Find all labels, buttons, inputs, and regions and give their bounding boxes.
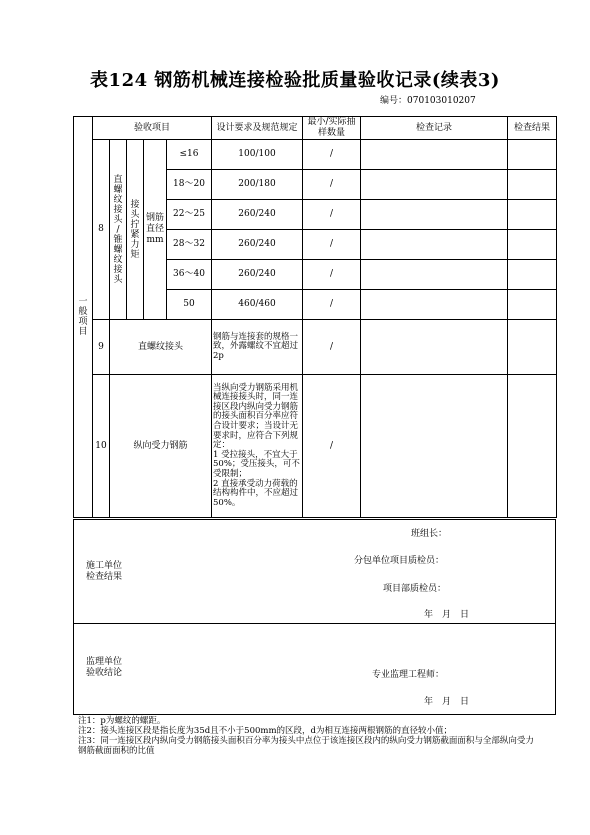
supervision-label: 监理单位 验收结论 <box>86 657 123 678</box>
record-cell[interactable] <box>361 375 508 518</box>
sample-cell: / <box>303 260 361 290</box>
row9-item: 直螺纹接头 <box>110 320 212 375</box>
req-cell: 200/180 <box>212 170 303 200</box>
notes <box>78 716 538 756</box>
sample-cell: / <box>303 140 361 170</box>
record-cell[interactable] <box>361 230 508 260</box>
note-3: 注3：同一连接区段内纵向受力钢筋接头面积百分率为接头中点位于该连接区段内的纵向受力钢筋截面面积与全部纵向受力钢筋截面面积的比值 <box>78 736 534 756</box>
dia-cell: 28～32 <box>167 230 212 260</box>
row10-number: 10 <box>93 375 110 518</box>
header-item: 验收项目 <box>93 117 212 140</box>
row9-sample: / <box>303 320 361 375</box>
record-cell[interactable] <box>361 170 508 200</box>
record-cell[interactable] <box>361 290 508 320</box>
result-cell[interactable] <box>508 375 557 518</box>
note-2: 注2：接头连接区段是指长度为35d且不小于500mm的区段，d为相互连接两根钢筋的直径较小值； <box>78 726 452 736</box>
sample-cell: / <box>303 230 361 260</box>
record-cell[interactable] <box>361 320 508 375</box>
header-result: 检查结果 <box>508 117 557 140</box>
row10-item: 纵向受力钢筋 <box>110 375 212 518</box>
req-cell: 100/100 <box>212 140 303 170</box>
row8-connection-type: 直 螺 纹 接 头 / 锥 螺 纹 接 头 <box>110 140 127 320</box>
document-title: 表124 钢筋机械连接检验批质量验收记录(续表3) <box>90 70 500 91</box>
record-cell[interactable] <box>361 200 508 230</box>
note-1: 注1：p为螺纹的螺距。 <box>78 716 166 726</box>
row9-number: 9 <box>93 320 110 375</box>
project-inspector-label: 项目部质检员： <box>383 584 447 594</box>
inspection-table <box>73 116 557 518</box>
row10-requirement: 当纵向受力钢筋采用机械连接接头时，同一连接区段内纵向受力钢筋的接头面积百分率应符合设计要求；当设计无要求时，应符合下列规定： 1 受拉接头，不宜大于50%；受压接头，可不受限制； 2 直接承受动力荷载的结构构件中，不应超过50%。 <box>212 375 303 518</box>
req-cell: 460/460 <box>212 290 303 320</box>
sample-cell: / <box>303 290 361 320</box>
row10-sample: / <box>303 375 361 518</box>
dia-cell: 50 <box>167 290 212 320</box>
record-cell[interactable] <box>361 260 508 290</box>
header-record: 检查记录 <box>361 117 508 140</box>
result-cell[interactable] <box>508 320 557 375</box>
subcontract-inspector-label: 分包单位项目质检员： <box>354 556 445 566</box>
result-cell[interactable] <box>508 170 557 200</box>
document-code <box>380 93 476 106</box>
dia-cell: 22～25 <box>167 200 212 230</box>
sample-cell: / <box>303 200 361 230</box>
dia-cell: 18～20 <box>167 170 212 200</box>
record-cell[interactable] <box>361 140 508 170</box>
code-label: 编号： <box>380 96 408 106</box>
construction-date: 年 月 日 <box>424 610 470 620</box>
header-sample: 最小/实际抽样数量 <box>303 117 361 140</box>
sample-cell: / <box>303 170 361 200</box>
supervision-engineer-label: 专业监理工程师： <box>372 670 445 680</box>
section-general-items: 一 般 项 目 <box>74 117 93 518</box>
construction-label: 施工单位 检查结果 <box>86 561 123 582</box>
row9-requirement: 钢筋与连接套的规格一致，外露螺纹不宜超过2p <box>212 320 303 375</box>
req-cell: 260/240 <box>212 230 303 260</box>
req-cell: 260/240 <box>212 200 303 230</box>
result-cell[interactable] <box>508 140 557 170</box>
team-leader-label: 班组长： <box>411 529 448 539</box>
code-value: 070103010207 <box>407 96 476 106</box>
result-cell[interactable] <box>508 290 557 320</box>
row8-number: 8 <box>93 140 110 320</box>
supervision-date: 年 月 日 <box>424 697 470 707</box>
req-cell: 260/240 <box>212 260 303 290</box>
row8-torque: 接 头 拧 紧 力 矩 <box>127 140 144 320</box>
dia-cell: 36～40 <box>167 260 212 290</box>
row8-diameter: 钢筋 直径 mm <box>144 140 167 320</box>
result-cell[interactable] <box>508 260 557 290</box>
dia-cell: ≤16 <box>167 140 212 170</box>
header-requirement: 设计要求及规范规定 <box>212 117 303 140</box>
result-cell[interactable] <box>508 230 557 260</box>
result-cell[interactable] <box>508 200 557 230</box>
